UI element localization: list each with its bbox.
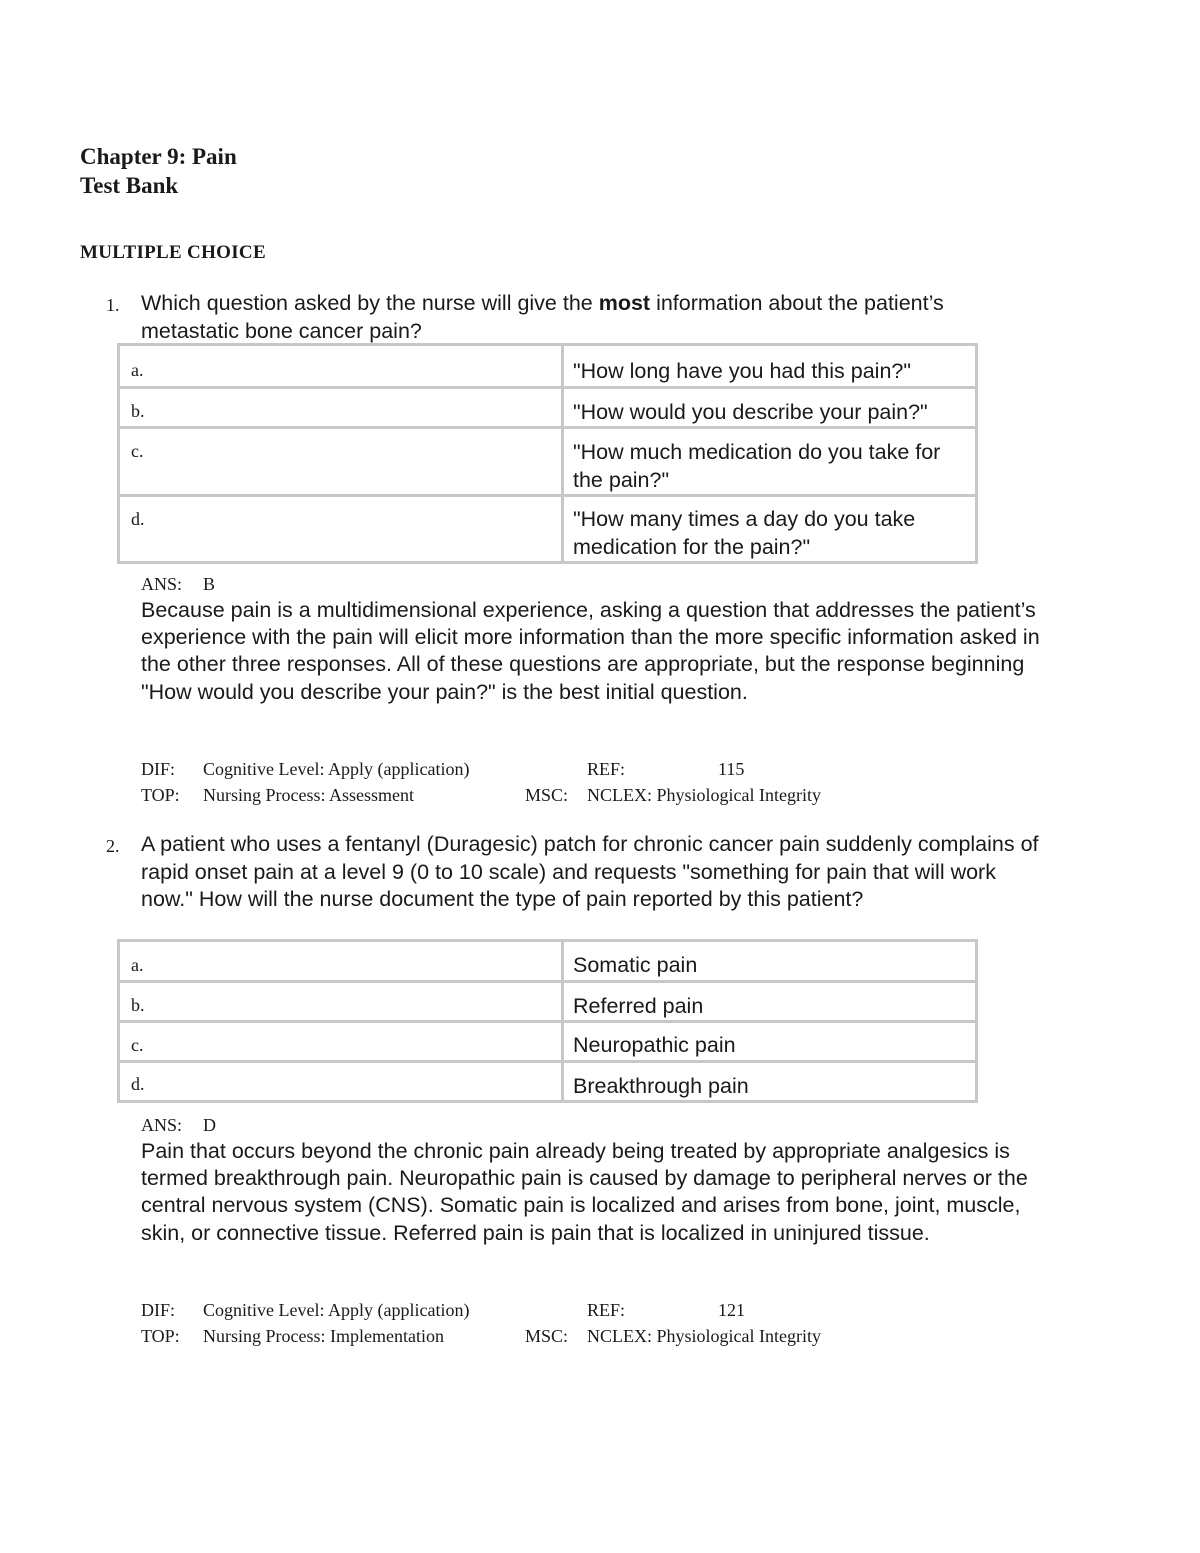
option-letter: a.: [119, 345, 563, 388]
question-stem: A patient who uses a fentanyl (Duragesic) patch for chronic cancer pain suddenly complains of rapid onset pain at a level 9 (0 to 10 scale) and requests "something for pain that will work now." How will the nurse document the type of pain reported by this patient?: [141, 832, 1039, 911]
option-row: [119, 941, 977, 982]
option-letter: c.: [119, 428, 563, 496]
ref-value: 115: [718, 759, 745, 779]
ref-label: REF:: [587, 1300, 626, 1320]
answer-key: ANS: B: [141, 574, 216, 594]
msc-label: MSC:: [525, 1326, 569, 1346]
option-text: "How much medication do you take for the pain?": [563, 428, 977, 496]
option-row: [119, 981, 977, 1022]
option-text: Breakthrough pain: [563, 1061, 977, 1102]
msc-value: NCLEX: Physiological Integrity: [587, 785, 821, 805]
option-letter: d.: [119, 496, 563, 563]
option-letter: a.: [119, 941, 563, 982]
rationale-text: Because pain is a multidimensional experience, asking a question that addresses the patient’s experience with the pain will elicit more information than the more specific information asked in the other three responses. All of these questions are appropriate, but the response beginning "How would you describe your pain?" is the best initial question.: [141, 598, 1040, 704]
option-row: [119, 345, 977, 388]
rationale-text: Pain that occurs beyond the chronic pain already being treated by appropriate analgesics is termed breakthrough pain. Neuropathic pain is caused by damage to peripheral nerves or the central nervous system (CNS). Somatic pain is localized and arises from bone, joint, muscle, skin, or connective tissue. Referred pain is pain that is localized in uninjured tissue.: [141, 1139, 1028, 1245]
option-letter: d.: [119, 1061, 563, 1102]
options-table: [117, 939, 978, 1103]
answer-key: ANS: D: [141, 1115, 216, 1135]
ref-value: 121: [718, 1300, 745, 1320]
top-label: TOP:: [141, 785, 180, 805]
dif-label: DIF:: [141, 1300, 176, 1320]
option-text: Neuropathic pain: [563, 1022, 977, 1062]
top-value: Nursing Process: Implementation: [203, 1326, 444, 1346]
option-text: "How would you describe your pain?": [563, 387, 977, 428]
options-table: [117, 343, 978, 564]
msc-value: NCLEX: Physiological Integrity: [587, 1326, 821, 1346]
answer-value: D: [203, 1115, 216, 1135]
section-heading: MULTIPLE CHOICE: [80, 242, 266, 263]
option-row: [119, 1061, 977, 1102]
answer-value: B: [203, 574, 216, 594]
test-bank-subtitle: Test Bank: [80, 173, 179, 198]
question-number: 1.: [106, 295, 120, 315]
option-row: [119, 428, 977, 496]
top-value: Nursing Process: Assessment: [203, 785, 414, 805]
option-letter: b.: [119, 981, 563, 1022]
top-label: TOP:: [141, 1326, 180, 1346]
question-number: 2.: [106, 836, 120, 856]
msc-label: MSC:: [525, 785, 569, 805]
dif-label: DIF:: [141, 759, 176, 779]
ref-label: REF:: [587, 759, 626, 779]
option-row: [119, 496, 977, 563]
question-stem: Which question asked by the nurse will give the most information about the patient’s metastatic bone cancer pain?: [141, 291, 944, 343]
option-text: "How many times a day do you take medication for the pain?": [563, 496, 977, 563]
option-text: Referred pain: [563, 981, 977, 1022]
emphasis-most: most: [598, 291, 651, 315]
chapter-title: Chapter 9: Pain: [80, 144, 237, 169]
option-text: "How long have you had this pain?": [563, 345, 977, 388]
option-row: [119, 387, 977, 428]
dif-value: Cognitive Level: Apply (application): [203, 1300, 470, 1320]
option-text: Somatic pain: [563, 941, 977, 982]
dif-value: Cognitive Level: Apply (application): [203, 759, 470, 779]
option-letter: b.: [119, 387, 563, 428]
option-letter: c.: [119, 1022, 563, 1062]
option-row: [119, 1022, 977, 1062]
